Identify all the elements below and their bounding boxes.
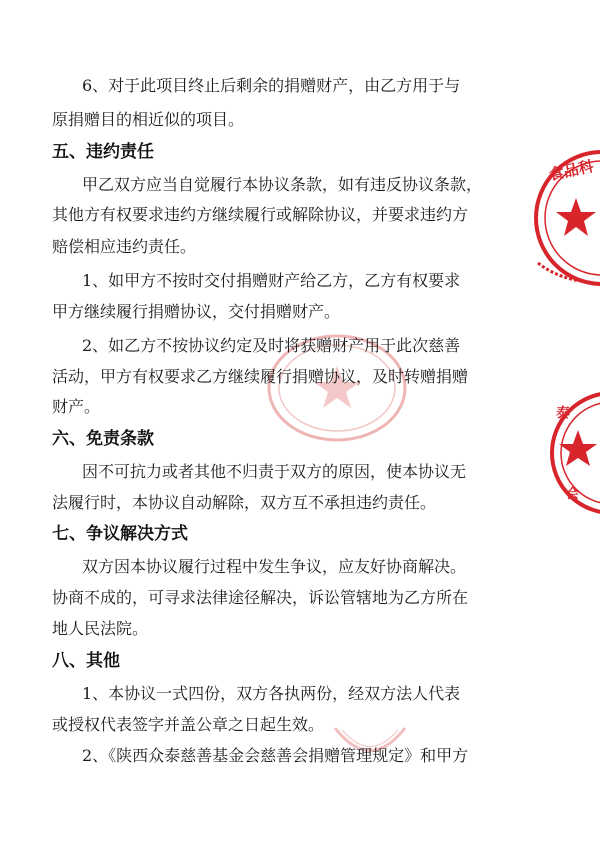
section-heading-disclaimer: 六、免责条款	[52, 429, 154, 449]
text-line: 1、本协议一式四份，双方各执两份，经双方法人代表	[82, 684, 461, 703]
seal-text-mid: 泰	[556, 406, 570, 422]
text-line: 赔偿相应违约责任。	[52, 237, 197, 256]
text-line: 法履行时，本协议自动解除，双方互不承担违约责任。	[52, 493, 437, 512]
text-line: 2、《陕西众泰慈善基金会慈善会捐赠管理规定》和甲方	[82, 746, 469, 765]
section-heading-breach: 五、违约责任	[52, 142, 154, 162]
text-line: 活动，甲方有权要求乙方继续履行捐赠协议，及时转赠捐赠	[52, 367, 469, 386]
text-line: 其他方有权要求违约方继续履行或解除协议，并要求违约方	[52, 205, 469, 224]
text-line: 6、对于此项目终止后剩余的捐赠财产，由乙方用于与	[82, 76, 461, 95]
text-line: 因不可抗力或者其他不归责于双方的原因，使本协议无	[82, 462, 467, 481]
text-line: 1、如甲方不按时交付捐赠财产给乙方，乙方有权要求	[82, 271, 461, 290]
text-line: 或授权代表签字并盖公章之日起生效。	[52, 715, 325, 734]
seal-text-top: 食品科	[547, 157, 596, 184]
seal-text-mid-bottom: 会	[566, 487, 580, 502]
section-heading-dispute: 七、争议解决方式	[52, 524, 188, 544]
text-line: 甲方继续履行捐赠协议，交付捐赠财产。	[52, 302, 341, 321]
text-line: 甲乙双方应当自觉履行本协议条款，如有违反协议条款，	[82, 175, 483, 194]
text-line: 原捐赠目的相近似的项目。	[52, 110, 245, 129]
text-line: 2、如乙方不按协议约定及时将获赠财产用于此次慈善	[82, 336, 461, 355]
text-line: 地人民法院。	[52, 619, 149, 638]
text-line: 协商不成的，可寻求法律途径解决，诉讼管辖地为乙方所在	[52, 588, 469, 607]
text-line: 双方因本协议履行过程中发生争议，应友好协商解决。	[82, 557, 467, 576]
text-line: 财产。	[52, 397, 101, 416]
section-heading-other: 八、其他	[52, 651, 120, 671]
